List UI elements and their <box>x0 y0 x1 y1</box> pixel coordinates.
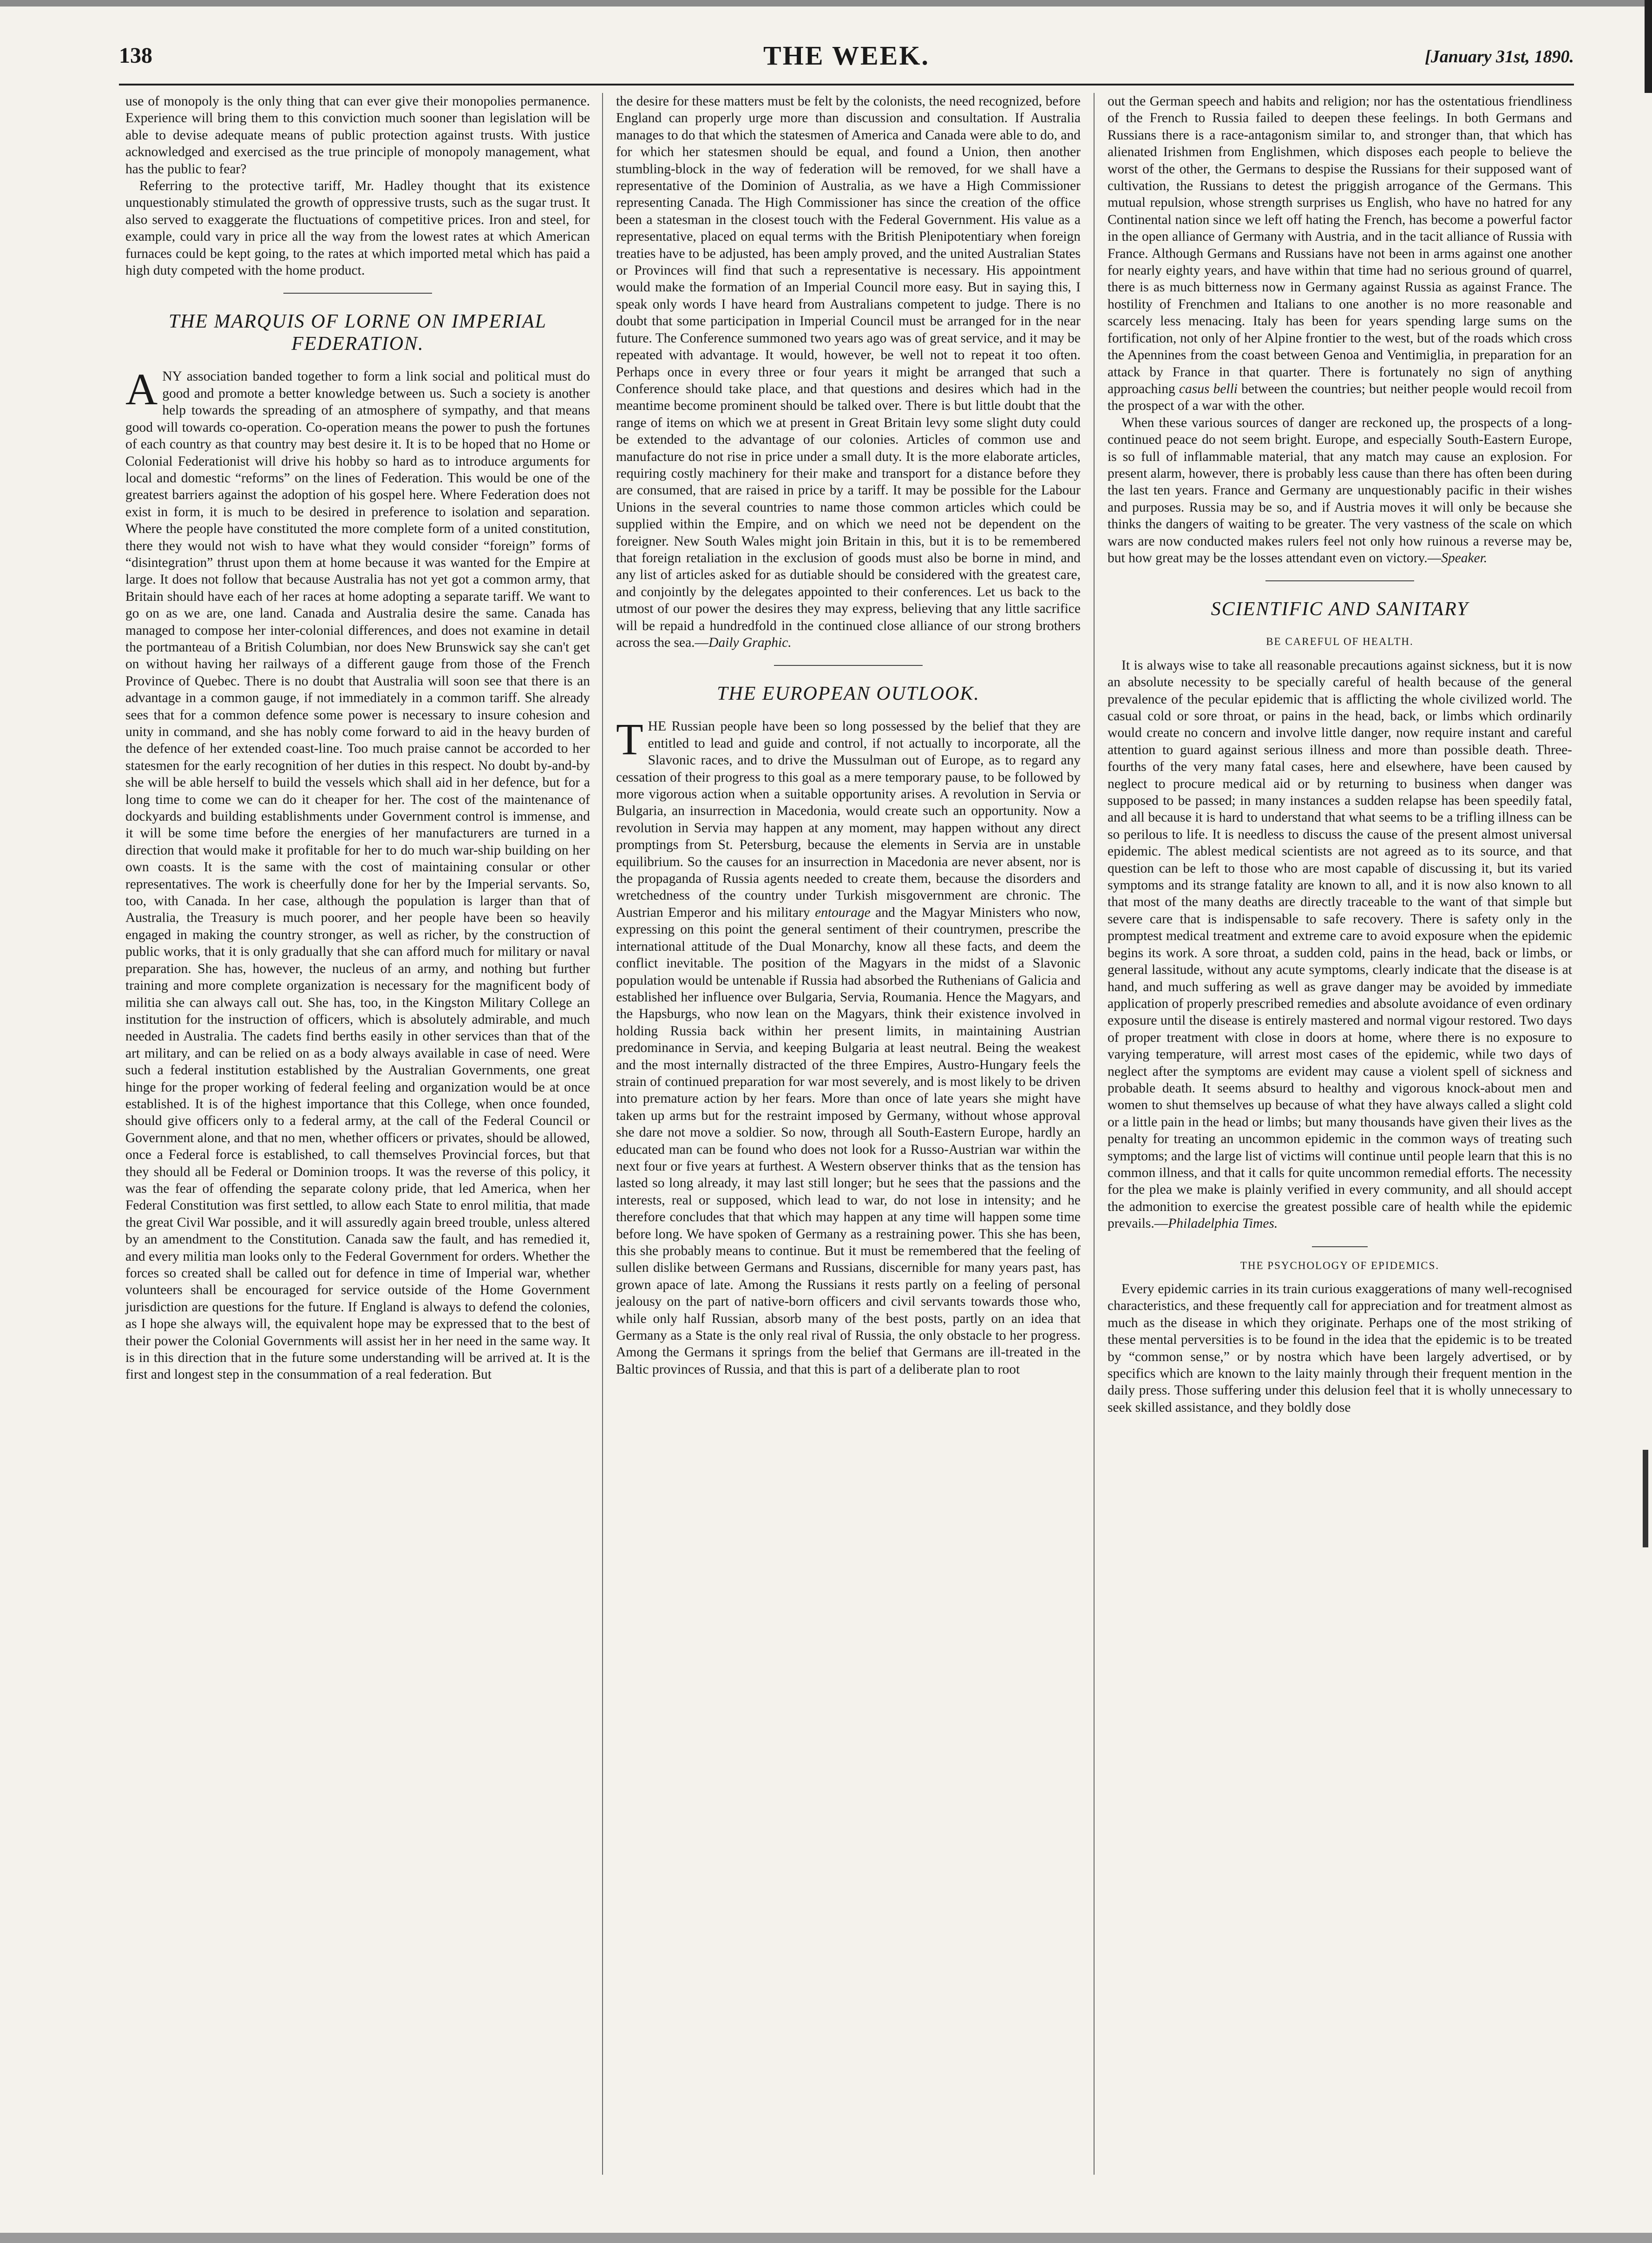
paragraph-text: NY association banded together to form a link social and political must do good and promote a better knowledge between us. Such a society is another help towards the spreading of an atmosphere of sympathy, and that means good will towards co-operation. Co-operation means the power to push the fortunes of each country as that country may best desire it. It is to be hoped that no Home or Colonial Federationist will drive his hobby so hard as to introduce arguments for local and domestic “reforms” on the lines of Federation. This would be one of the greatest barriers against the adoption of his gospel here. Where Federation does not exist in form, it is much to be desired in preference to isolation and separation. Where the people have constituted the more complete form of a united constitution, there they would not wish to have what they would consider “foreign” forms of “disintegration” thrust upon them at home because it was wanted for the Empire at large. It does not follow that because Australia has not yet got a common army, that Britain should have each of her races at home adopting a separate tariff. We want to go on as we are, one land. Canada and Australia desire the same. Canada has managed to compose her inter-colonial differences, and does not examine in detail the portmanteau of a British Columbian, nor does New Brunswick say she can't get on without having her railways of a different gauge from those of the French Province of Quebec. There is no doubt that Australia will soon see that there is an advantage in a common gauge, if not immediately in a common tariff. She already sees that for a common defence some power is necessary to insure cohesion and unity in command, and she has nobly come forward to aid in the heavy burden of the defence of her extended coast-line. Too much praise cannot be accorded to her statesmen for the early recognition of her duties in this respect. No doubt by-and-by she will be able herself to build the vessels which shall aid in her defence, but for a long time to come we can do it cheaper for her. The cost of the maintenance of dockyards and building establishments under Government control is immense, and it will be some time before the energies of her manufacturers are turned in a direction that would make it profitable for her to do much war-ship building on her own coasts. It is the same with the cost of maintaining consular or other representatives. The work is cheerfully done for her by the Imperial servants. So, too, with Canada. In her case, although the population is larger than that of Australia, the Treasury is much poorer, and her people have been so heavily engaged in making the country stronger, as well as richer, by the construction of public works, that it is only gradually that she can afford much for military or naval preparation. She has, however, the nucleus of an army, and nothing but further training and more complete organization is necessary for the magnificent body of militia she can always call out. She has, too, in the Kingston Military College an institution for the instruction of officers, which is absolutely admirable, and much needed in Australia. The cadets find berths easily in other services than that of the art military, and can be relied on as a body always available in case of need. Were such a federal institution established by the Australian Governments, one great hinge for the proper working of federal feeling and organization would be at once established. It is of the highest importance that this College, when once founded, should give officers only to a federal army, at the call of the Federal Council or Government alone, and that no men, whether officers or privates, should be allowed, once a Federal force is established, to call themselves Provincial forces, but that they should all be Federal or Dominion troops. It was the reverse of this policy, it was the fear of offending the separate colony pride, that led America, when her Federal Constitution was first settled, to allow each State to enrol militia, that made the great Civil War possible, and it will assuredly again breed trouble, unless altered by an amendment to the Constitution. Canada saw the fault, and has remedied it, and every militia man looks only to the Federal Government for orders. Whether the forces so created shall be called out for defence in time of Imperial war, whether volunteers shall be encouraged for service outside of the Home Government jurisdiction are questions for the future. If England is always to defend the colonies, as I hope she always will, the equivalent hope may be expressed that to the best of their power the Colonial Governments will assist her in her need in the same way. It is in this direction that in the future some understanding will be arrived at. It is the first and longest step in the consummation of a real federation. But <box>125 369 590 1382</box>
masthead: THE WEEK. <box>763 40 930 71</box>
scan-edge-mark <box>1643 1450 1648 1547</box>
column-divider <box>1094 93 1095 2175</box>
paragraph-text: HE Russian people have been so long possessed by the belief that they are entitled to lead and guide and control, if not actually to incorporate, all the Slavonic races, and to drive the Mussulman out of Europe, as to regard any cessation of their progress to this goal as a mere temporary pause, to be followed by more vigorous action when a suitable opportunity arises. A revolution in Servia or Bulgaria, an insurrection in Macedonia, would create such an opportunity. Now a revolution in Servia may happen at any moment, may happen without any direct promptings from St. Petersburg, because the elements in Servia are in unstable equilibrium. So the causes for an insurrection in Macedonia are never absent, nor is the propaganda of Russia agents needed to create them, because the disorders and wretchedness of the country under Turkish misgovernment are chronic. The Austrian Emperor and his military <box>616 719 1081 920</box>
paragraph-text: the desire for these matters must be felt by the colonists, the need recognized, before England can properly urge more than discussion and consultation. If Australia manages to do that which the statesmen of America and Canada were able to do, and for which her statesmen should be equal, and found a Union, then another stumbling-block in the way of federation will be removed, for we shall have a representative of the Dominion of Australia, as we have a High Commissioner representing Canada. The High Commissioner has since the creation of the office been a statesman in the closest touch with the Federal Government. His value as a representative, placed on equal terms with the British Plenipotentiary when foreign treaties have to be adjusted, has been amply proved, and the united Australian States or Provinces will find that such a representative is necessary. His appointment would make the formation of an Imperial Council more easy. But in saying this, I speak only words I have heard from Australians competent to judge. There is no doubt that some participation in Imperial Council must be arranged for in the near future. The Conference summoned two years ago was of great service, and it may be repeated with advantage. It would, however, be well not to repeat it too often. Perhaps once in every three or four years it might be arranged that such a Conference should take place, and that questions and desires which had in the meantime become prominent should be talked over. There is but little doubt that the range of items on which we at present in Great Britain levy some slight duty could be extended to the advantage of our colonies. Articles of common use and manufacture do not rise in price under a small duty. It is the more elaborate articles, requiring costly machinery for their make and transport for a distance before they are consumed, that are raised in price by a tariff. It may be possible for the Labour Unions in the several countries to name those common articles which could be supplied within the Empire, and on which we need not be dependent on the foreigner. New South Wales might join Britain in this, but it is to be remembered that foreign retaliation in the exclusion of goods must also be borne in mind, and any list of articles asked for as dutiable should be considered with the greatest care, and conjointly by the delegates appointed to their conferences. Let us back to the utmost of our power the desires they may express, believing that any little sacrifice will be repaid a hundredfold in the continued close alliance of our strong brothers across the sea.— <box>616 94 1081 650</box>
paragraph <box>1108 414 1572 567</box>
section-rule <box>774 665 923 666</box>
italic-term: entourage <box>815 905 871 920</box>
page-number: 138 <box>119 43 152 68</box>
column-1 <box>125 93 590 1383</box>
paragraph-text: between the countries; but neither people would recoil from the prospect of a war with the other. <box>1108 381 1572 414</box>
scan-bottom-edge <box>0 2233 1652 2243</box>
column-divider <box>602 93 603 2175</box>
paragraph <box>1108 657 1572 1232</box>
source-credit: Philadelphia Times. <box>1168 1216 1278 1231</box>
paragraph <box>125 364 590 1383</box>
issue-date: [January 31st, 1890. <box>1425 47 1574 66</box>
section-rule <box>283 293 432 294</box>
paragraph: use of monopoly is the only thing that can ever give their monopolies permanence. Experience will bring them to this conviction much sooner than legislation will be able to devise adequate means of public protection against trusts. With justice acknowledged and exercised as the true principle of monopoly management, what has the public to fear? <box>125 94 590 177</box>
article-subheading: BE CAREFUL OF HEALTH. <box>1266 636 1414 648</box>
scan-top-edge <box>0 0 1652 7</box>
source-credit: Speaker. <box>1441 550 1488 566</box>
paragraph-text: and the Magyar Ministers who now, expressing on this point the general sentiment of their countrymen, prescribe the international attitude of the Dual Monarchy, know all these facts, and deem the conflict inevitable. The position of the Magyars in the midst of a Slavonic population would be untenable if Russia had absorbed the Ruthenians of Galicia and established her influence over Bulgaria, Servia, Roumania. Hence the Magyars, and the Hapsburgs, who now lean on the Magyars, think their existence involved in holding Russia back within her present limits, in maintaining Austrian predominance in Servia, and keeping Bulgaria at least neutral. Being the weakest and the most internally distracted of the three Empires, Austro-Hungary feels the strain of continued preparation for war most severely, and is most likely to be driven into premature action by her fears. More than once of late years she might have taken up arms but for the restraint imposed by Germany, without whose approval she dare not move a soldier. So now, through all South-Eastern Europe, hardly an educated man can be found who does not look for a Russo-Austrian war within the next four or five years at furthest. A Western observer thinks that as the tension has lasted so long already, it may last still longer; but he sees that the passions and the interests, real or supposed, which lead to war, do not lose in intensity; and he therefore concludes that that which may happen at any time will happen some time before long. We have spoken of Germany as a restraining power. This she has been, this she probably means to continue. But it must be remembered that the feeling of sullen dislike between Germans and Russians, discernible for many years past, has grown apace of late. Among the Russians it rests partly on a feeling of personal jealousy on the part of native-born officers and civil servants towards those who, while only half Russian, absorb many of the best posts, partly on an idea that Germany as a State is the only real rival of Russia, the only obstacle to her progress. Among the Germans it springs from the belief that Germans are ill-treated in the Baltic provinces of Russia, and that this is part of a deliberate plan to root <box>616 905 1081 1377</box>
drop-cap: T <box>616 714 643 764</box>
source-credit: Daily Graphic. <box>708 635 792 650</box>
section-rule <box>1265 580 1414 581</box>
paragraph <box>1108 93 1572 414</box>
drop-cap: A <box>125 364 158 414</box>
paragraph-text: It is always wise to take all reasonable precautions against sickness, but it is now an absolute necessity to be specially careful of health because of the general prevalence of the pecular epidemic that is afflicting the whole civilized world. The casual cold or sore throat, or pains in the head, back, or limbs which ordinarily would create no concern and involve little danger, now require instant and careful attention to guard against serious illness and more than possible death. Three-fourths of the very many fatal cases, here and elsewhere, have been caused by neglect to procure medical aid or by returning to business when danger was supposed to be passed; in many instances a sudden relapse has been speedily fatal, and all because it is hard to understand that what seems to be a trifling illness can be so perilous to life. It is needless to discuss the cause of the present almost universal epidemic. The ablest medical scientists are not agreed as to its source, and that question can be left to those who are most capable of discussing it, but its varied symptoms and its strange fatality are known to all, and it is now also known to all that most of the many deaths are directly traceable to the want of that simple but severe care that is indispensable to safe recovery. There is safety only in the promptest medical treatment and extreme care to avoid exposure when the epidemic begins its work. A sore throat, a sudden cold, pains in the head, back or limbs, or general lassitude, without any acute symptoms, clearly indicate that the disease is at hand, and much suffering as well as grave danger may be avoided by immediate application of properly prescribed remedies and absolute avoidance of even ordinary exposure until the disease is entirely mastered and normal vigour restored. Two days of proper treatment with close in doors at home, where there is no exposure to varying temperature, will arrest most cases of the epidemic, while two days of neglect after the symptoms are evident may cause a violent spell of sickness and probable death. It seems absurd to healthy and vigorous knock-about men and women to shut themselves up because of what they have always called a slight cold or a little pain in the head or limbs; but many thousands have given their lives as the penalty for treating an uncommon epidemic in the common ways of treating such symptoms; and the large list of victims will continue until people learn that this is no common illness, and that it calls for quite uncommon remedial efforts. The necessity for the plea we make is plainly verified in every community, and all should accept the admonition to exercise the greatest possible care of health while the epidemic prevails.— <box>1108 658 1572 1231</box>
article-heading: THE EUROPEAN OUTLOOK. <box>717 683 980 705</box>
column-2 <box>616 93 1081 1378</box>
scan-edge-mark <box>1645 0 1652 93</box>
paragraph-text: When these various sources of danger are reckoned up, the prospects of a long-continued peace do not seem bright. Europe, and especially South-Eastern Europe, is so full of inflammable material, that any match may cause an explosion. For present alarm, however, there is probably less cause than there has often been during the last ten years. France and Germany are unquestionably pacific in their wishes and purposes. Russia may be so, and if Austria moves it will only be because she thinks the dangers of waiting to be greater. The very vastness of the scale on which wars are now conducted makes rulers feel not only how ruinous a reverse may be, but how great may be the losses attendant even on victory.— <box>1108 415 1572 566</box>
paragraph: Referring to the protective tariff, Mr. Hadley thought that its existence unquestionably stimulated the growth of oppressive trusts, such as the sugar trust. It also served to exaggerate the fluctuations of competitive prices. Iron and steel, for example, could vary in price all the way from the lowest rates at which American furnaces could be kept going, to the rates at which imported metal which has paid a high duty competed with the home product. <box>125 178 590 278</box>
section-heading: SCIENTIFIC AND SANITARY <box>1211 599 1469 620</box>
header-rule <box>119 84 1574 86</box>
column-3 <box>1108 93 1572 1416</box>
section-rule <box>1312 1246 1368 1247</box>
paragraph <box>616 714 1081 1378</box>
paragraph-text: out the German speech and habits and religion; nor has the ostentatious friendliness of the French to Russia failed to deepen these feelings. In both Germans and Russians there is a race-antagonism similar to, and stronger than, that which has alienated Irishmen from Englishmen, which disposes each people to believe the worst of the other, the Germans to despise the Russians for their supposed want of cultivation, the Russians to detest the priggish arrogance of the Germans. This mutual repulsion, whose strength surprises us English, who have no hatred for any Continental nation since we left off hating the French, has become a powerful factor in the open alliance of Germany with Austria, and in the tacit alliance of Russia with France. Although Germans and Russians have not been in arms against one another for nearly eighty years, and have within that time had no serious ground of quarrel, there is as much bitterness now in Germany against Russia as against France. The hostility of Frenchmen and Italians to one another is no more reasonable and scarcely less menacing. Italy has been for years spending large sums on the fortification, not only of her Alpine frontier to the west, but of the roads which cross the Apennines from the coast between Genoa and Ventimiglia, in preparation for an attack by France in that quarter. There is fortunately no sign of anything approaching <box>1108 94 1572 396</box>
article-subheading: THE PSYCHOLOGY OF EPIDEMICS. <box>1240 1259 1440 1271</box>
paragraph <box>616 93 1081 651</box>
italic-term: casus belli <box>1179 381 1238 396</box>
page-header <box>119 40 1574 80</box>
article-heading: THE MARQUIS OF LORNE ON IMPERIAL FEDERATION. <box>168 311 547 355</box>
paragraph: Every epidemic carries in its train curious exaggerations of many well-recognised characteristics, and these frequently call for appreciation and for treatment almost as much as the disease in which they originate. Perhaps one of the most striking of these mental perversities is to be found in the idea that the epidemic is to be treated by “common sense,” or by nostra which have been largely advertised, or by specifics which are known to the laity mainly through their frequent mention in the daily press. Those suffering under this delusion feel that it is wholly unnecessary to seek skilled assistance, and they boldly dose <box>1108 1282 1572 1415</box>
